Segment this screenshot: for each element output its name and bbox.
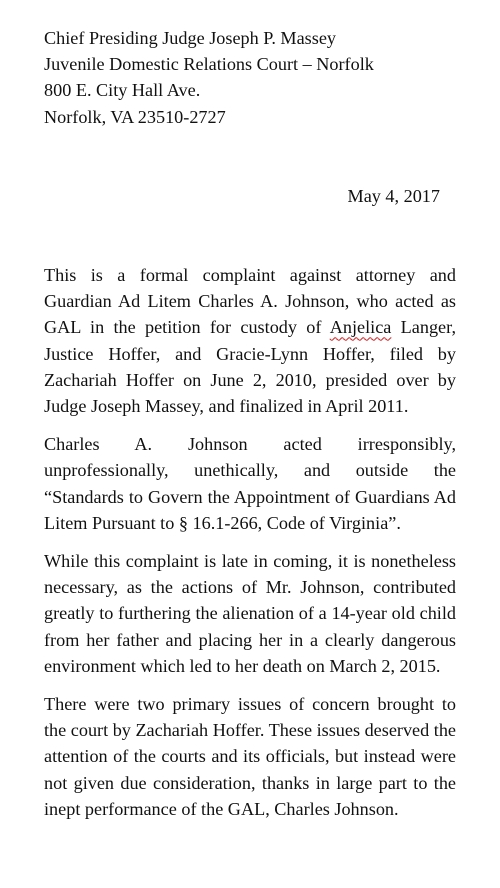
recipient-name-line: Chief Presiding Judge Joseph P. Massey [44, 28, 337, 48]
letter-date: May 4, 2017 [347, 186, 440, 206]
recipient-city-line: Norfolk, VA 23510-2727 [44, 106, 226, 127]
recipient-address-block [44, 25, 374, 130]
paragraph-3: While this complaint is late in coming, it is nonetheless necessary, as the actions of Mr. Johnson, contributed greatly to furthering the alienation of a 14-year old child from her father and placing her in a clearly dangerous environment which led to her death on March 2, 2015. [44, 551, 456, 676]
paragraph-1 [44, 262, 456, 419]
spellcheck-flagged-word[interactable]: Anjelica [329, 317, 392, 338]
letter-body [44, 262, 456, 834]
paragraph-1-text-start: This is a formal complaint against attorney and Guardian Ad Litem Charles A. Johnson, who acted as GAL in the petition for custody of [44, 265, 456, 338]
recipient-court-line: Juvenile Domestic Relations Court – Norfolk [44, 54, 374, 75]
paragraph-4: There were two primary issues of concern brought to the court by Zachariah Hoffer. These issues deserved the attention of the courts and its officials, but instead were not given due consideration, thanks in large part to the inept performance of the GAL, Charles Johnson. [44, 694, 456, 819]
recipient-street-line: 800 E. City Hall Ave. [44, 80, 201, 101]
paragraph-2: Charles A. Johnson acted irresponsibly, unprofessionally, unethically, and outside the “Standards to Govern the Appointment of Guardians Ad Litem Pursuant to § 16.1-266, Code of Virginia”. [44, 434, 456, 533]
paragraph-1-text-end: Langer, Justice Hoffer, and Gracie-Lynn Hoffer, filed by Zachariah Hoffer on June 2, 2010, presided over by Judge Joseph Massey, and finalized in April 2011. [44, 317, 456, 417]
